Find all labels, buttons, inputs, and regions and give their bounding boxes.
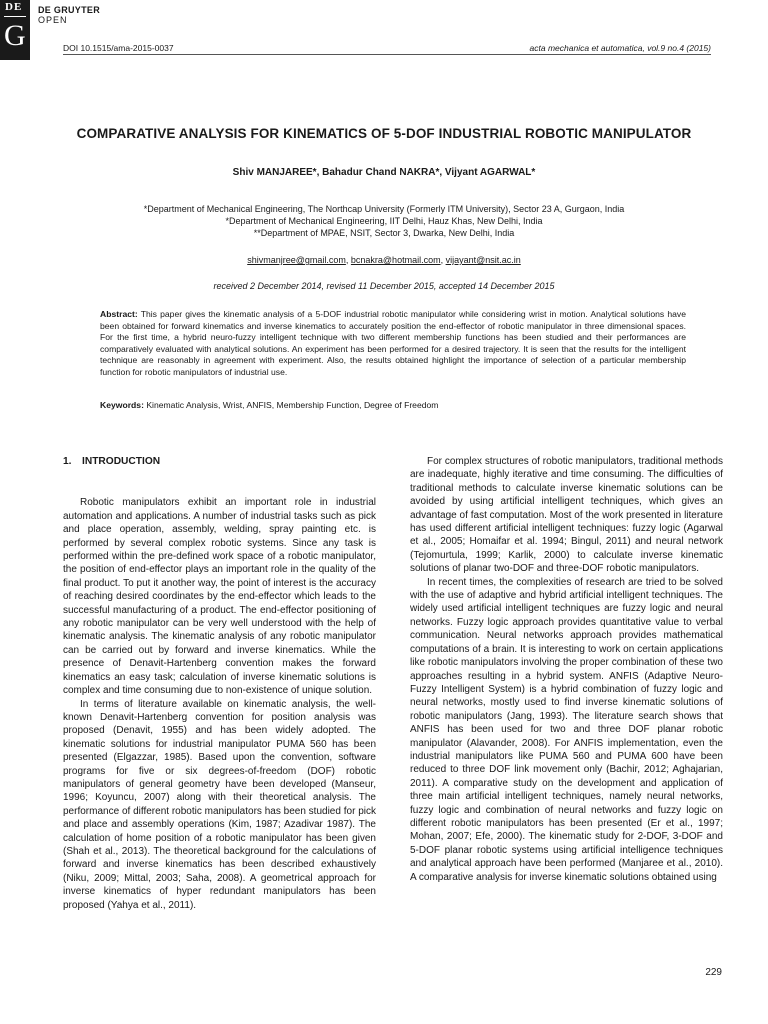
paper-title: COMPARATIVE ANALYSIS FOR KINEMATICS OF 5-DOF INDUSTRIAL ROBOTIC MANIPULATOR: [76, 126, 692, 141]
right-column: [410, 455, 723, 884]
affiliation-3: **Department of MPAE, NSIT, Sector 3, Dwarka, New Delhi, India: [253, 228, 515, 238]
email-link[interactable]: bcnakra@hotmail.com: [350, 255, 441, 265]
submission-dates: received 2 December 2014, revised 11 December 2015, accepted 14 December 2015: [213, 281, 555, 291]
affiliation-1: *Department of Mechanical Engineering, The Northcap University (Formerly ITM University), Sector 23 A, Gurgaon, India: [143, 204, 625, 214]
paragraph: In terms of literature available on kinematic analysis, the well-known Denavit-Hartenberg convention for position analysis was proposed (Denavit, 1955) and has been widely adopted. The kinematic solutions for industrial manipulator PUMA 560 has been presented (Elgazzar, 1985). Based upon the convention, software programs for five or six degrees-of-freedom (DOF) robotic manipulators of general geometry have been developed (Manseur, 1996; Koyuncu, 2007) along with their theoretical analysis. The performance of different robotic manipulators has been studied for pick and place and assembly operations (Kim, 1987; Azadivar 1987). The calculation of home position of a robotic manipulator has been given (Shah et al., 2013). The theoretical background for the calculations of forward and inverse kinematics has been described exhaustively (Niku, 2009; Mittal, 2003; Saha, 2008). A geometrical approach for inverse kinematics of hyper redundant manipulators has been proposed (Yahya et al., 2011).: [63, 698, 376, 911]
author-emails: [40, 255, 728, 265]
publisher-line1: DE GRUYTER: [38, 5, 101, 15]
doi: DOI 10.1515/ama-2015-0037: [63, 43, 174, 53]
left-column: [63, 455, 376, 912]
affiliation-2: *Department of Mechanical Engineering, IIT Delhi, Hauz Khas, New Delhi, India: [225, 216, 543, 226]
email-link[interactable]: shivmanjree@gmail.com: [247, 255, 346, 265]
abstract-text: This paper gives the kinematic analysis of a 5-DOF industrial robotic manipulator while considering wrist in motion. Analytical solutions have been obtained for forward kinematics and inverse kinematics to accurately position the end-effector of robotic manipulator in three dimensional spaces. For the first time, a hybrid neuro-fuzzy intelligent technique with two different membership functions has been studied and their performances are comparatively evaluated with analytical solutions. An experiment has been performed for a desired trajectory. It is seen that the results for the intelligent technique are reasonably in agreement with experiment. Also, the results obtained highlight the importance of selection of a particular membership function for robotic manipulators of industrial use.: [100, 309, 686, 377]
keywords-text: Kinematic Analysis, Wrist, ANFIS, Membership Function, Degree of Freedom: [143, 400, 439, 410]
section-title: INTRODUCTION: [82, 456, 161, 467]
authors: Shiv MANJAREE*, Bahadur Chand NAKRA*, Vijyant AGARWAL*: [232, 167, 536, 178]
affiliations: [40, 203, 728, 239]
email-separator: ,: [345, 255, 351, 265]
section-number: 1.: [63, 456, 72, 467]
email-separator: ,: [440, 255, 446, 265]
paragraph: For complex structures of robotic manipulators, traditional methods are inadequate, highly iterative and time consuming. The difficulties of traditional methods to calculate inverse kinematic solutions can be avoided by using artificial intelligent techniques, which gives an advantage of fast computation. Most of the work presented in literature has used different artificial intelligent techniques: fuzzy logic (Agarwal et al., 2005; Homaifar et al. 1994; Bingul, 2011) and neural network (Tejomurtula, 1999; Karlik, 2000) to calculate inverse kinematic solutions of planar two-DOF and three-DOF robotic manipulators.: [410, 456, 723, 575]
publisher-line2: OPEN: [38, 15, 68, 25]
publisher-name: [38, 5, 100, 25]
paragraph: In recent times, the complexities of research are tried to be solved with the use of adaptive and hybrid artificial intelligent techniques. The widely used artificial intelligent techniques are fuzzy logic and neural networks. Fuzzy logic approach provides quantitative value to verbal communication. Neural networks approach provides mathematical computations of a brain. It is interesting to work on certain applications like robotic manipulators involving the proper combination of these two approaches resulting in a hybrid system. ANFIS (Adaptive Neuro-Fuzzy Intelligent System) is a hybrid combination of fuzzy logic and neural networks, mostly used to find inverse kinematic solutions of robotic manipulators (Jang, 1993). The literature search shows that ANFIS has been used for two and three DOF planar robotic manipulator (Alavander, 2008). For ANFIS implementation, even the industrial manipulators like PUMA 560 and PUMA 600 have been reduced to three DOF link movement only (Bachir, 2012; Aghajarian, 2011). A comparative study on the development and application of three main artificial intelligent techniques, namely neural networks, fuzzy logic and combination of neural networks and fuzzy logic on different robotic manipulators has been presented (Er et al., 1997; Mohan, 2007; Efe, 2000). The kinematic study for 2-DOF, 3-DOF and 5-DOF planar robotic systems using artificial intelligence techniques and analytical approach have been performed (Manjaree et al., 2010). A comparative analysis for inverse kinematic solutions obtained using: [410, 576, 723, 883]
logo-de-text: DE: [5, 1, 23, 13]
degruyter-logo: [0, 0, 30, 60]
keywords: [100, 399, 686, 411]
logo-g-letter: G: [4, 19, 26, 52]
paragraph: Robotic manipulators exhibit an important role in industrial automation and applications. A number of industrial tasks such as pick and place operation, assembly, welding, spray painting etc. is performed by several complex robotic systems. Since any task is performed within the pre-defined work space of a robotic manipulator, the position of end-effector plays an important role in the quality of the final product. To put it another way, the point of interest is the accuracy of reaching desired coordinates by the end-effector which leads to the successful manufacturing of a product. The end-effector positioning of any robotic manipulator can be very well understood with the help of kinematic analysis. The kinematic analysis of any robotic manipulator can be carried out by forward and inverse kinematics. While the presence of Denavit-Hartenberg convention makes the forward kinematics an easy task; calculation of inverse kinematic solutions is complex and time consuming due to non-existence of unique solution.: [63, 497, 376, 697]
journal-citation: acta mechanica et automatica, vol.9 no.4 (2015): [529, 43, 711, 53]
section-heading: [63, 455, 376, 468]
email-link[interactable]: vijayant@nsit.ac.in: [445, 255, 521, 265]
abstract-label: Abstract:: [100, 309, 138, 319]
page-number: 229: [705, 967, 722, 978]
abstract: [100, 309, 686, 379]
header-divider: [63, 54, 711, 55]
keywords-label: Keywords:: [100, 400, 144, 410]
logo-divider: [4, 16, 26, 17]
